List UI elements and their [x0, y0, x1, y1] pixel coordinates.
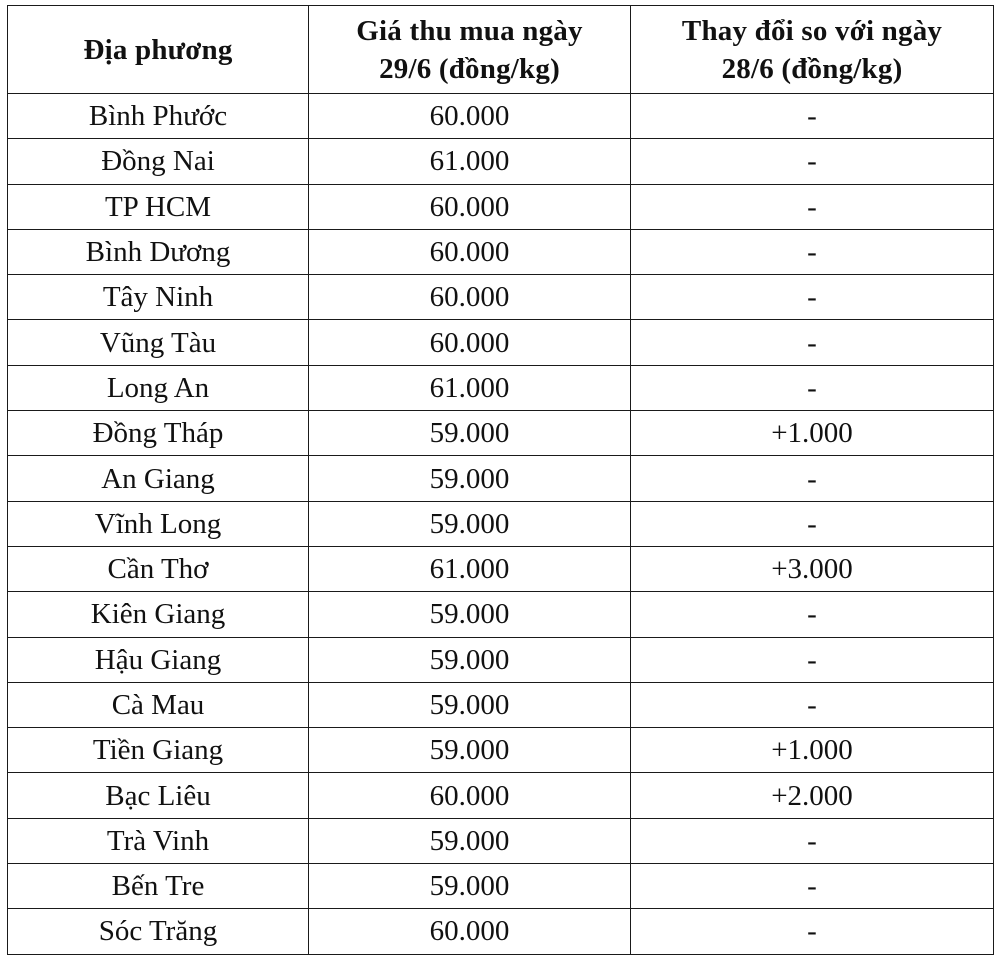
- table-row: [8, 229, 994, 274]
- change-cell: -: [631, 229, 994, 274]
- header-change-line-1: Thay đổi so với ngày: [681, 14, 943, 47]
- header-price-line-2: 29/6 (đồng/kg): [379, 52, 560, 85]
- price-cell: 60.000: [309, 773, 631, 818]
- change-cell: -: [631, 94, 994, 139]
- price-cell: 59.000: [309, 592, 631, 637]
- region-cell: Bình Phước: [8, 94, 309, 139]
- header-price-line-1: Giá thu mua ngày: [356, 14, 583, 47]
- price-cell: 59.000: [309, 411, 631, 456]
- change-cell: -: [631, 184, 994, 229]
- change-cell: -: [631, 818, 994, 863]
- change-cell: +1.000: [631, 728, 994, 773]
- table-row: [8, 909, 994, 954]
- table-row: [8, 818, 994, 863]
- change-cell: +2.000: [631, 773, 994, 818]
- table-row: [8, 184, 994, 229]
- change-cell: +3.000: [631, 546, 994, 591]
- pork-price-table: [7, 5, 994, 955]
- table-row: [8, 773, 994, 818]
- table-row: [8, 637, 994, 682]
- region-cell: Vũng Tàu: [8, 320, 309, 365]
- region-cell: Cần Thơ: [8, 546, 309, 591]
- change-cell: -: [631, 637, 994, 682]
- price-cell: 59.000: [309, 818, 631, 863]
- price-cell: 59.000: [309, 864, 631, 909]
- region-cell: Trà Vinh: [8, 818, 309, 863]
- change-cell: -: [631, 365, 994, 410]
- table-row: [8, 682, 994, 727]
- region-cell: TP HCM: [8, 184, 309, 229]
- region-cell: Đồng Nai: [8, 139, 309, 184]
- table-row: [8, 864, 994, 909]
- region-cell: Bình Dương: [8, 229, 309, 274]
- change-cell: -: [631, 501, 994, 546]
- change-cell: -: [631, 456, 994, 501]
- price-cell: 61.000: [309, 139, 631, 184]
- table-row: [8, 592, 994, 637]
- table-row: [8, 728, 994, 773]
- header-price: [309, 6, 631, 94]
- change-cell: -: [631, 139, 994, 184]
- price-cell: 59.000: [309, 682, 631, 727]
- price-cell: 59.000: [309, 637, 631, 682]
- price-cell: 60.000: [309, 184, 631, 229]
- table-row: [8, 365, 994, 410]
- table-row: [8, 411, 994, 456]
- region-cell: Cà Mau: [8, 682, 309, 727]
- table-row: [8, 456, 994, 501]
- region-cell: Đồng Tháp: [8, 411, 309, 456]
- header-region: [8, 6, 309, 94]
- price-cell: 60.000: [309, 94, 631, 139]
- price-cell: 59.000: [309, 456, 631, 501]
- change-cell: -: [631, 909, 994, 954]
- table-row: [8, 320, 994, 365]
- change-cell: -: [631, 592, 994, 637]
- table-row: [8, 546, 994, 591]
- header-change-line-2: 28/6 (đồng/kg): [721, 52, 903, 85]
- region-cell: Tiền Giang: [8, 728, 309, 773]
- price-cell: 60.000: [309, 275, 631, 320]
- price-cell: 60.000: [309, 320, 631, 365]
- change-cell: -: [631, 320, 994, 365]
- table-row: [8, 501, 994, 546]
- table-row: [8, 275, 994, 320]
- price-table-container: [7, 5, 993, 955]
- header-row: [8, 6, 994, 94]
- table-body: [8, 94, 994, 955]
- region-cell: Bạc Liêu: [8, 773, 309, 818]
- table-header: [8, 6, 994, 94]
- price-cell: 61.000: [309, 546, 631, 591]
- change-cell: +1.000: [631, 411, 994, 456]
- table-row: [8, 139, 994, 184]
- region-cell: Bến Tre: [8, 864, 309, 909]
- change-cell: -: [631, 275, 994, 320]
- region-cell: Long An: [8, 365, 309, 410]
- header-region-line-1: Địa phương: [83, 33, 233, 66]
- header-change: [631, 6, 994, 94]
- price-cell: 59.000: [309, 728, 631, 773]
- price-cell: 59.000: [309, 501, 631, 546]
- price-cell: 60.000: [309, 909, 631, 954]
- price-cell: 61.000: [309, 365, 631, 410]
- price-cell: 60.000: [309, 229, 631, 274]
- region-cell: Vĩnh Long: [8, 501, 309, 546]
- change-cell: -: [631, 864, 994, 909]
- change-cell: -: [631, 682, 994, 727]
- region-cell: An Giang: [8, 456, 309, 501]
- region-cell: Sóc Trăng: [8, 909, 309, 954]
- region-cell: Tây Ninh: [8, 275, 309, 320]
- table-row: [8, 94, 994, 139]
- region-cell: Kiên Giang: [8, 592, 309, 637]
- region-cell: Hậu Giang: [8, 637, 309, 682]
